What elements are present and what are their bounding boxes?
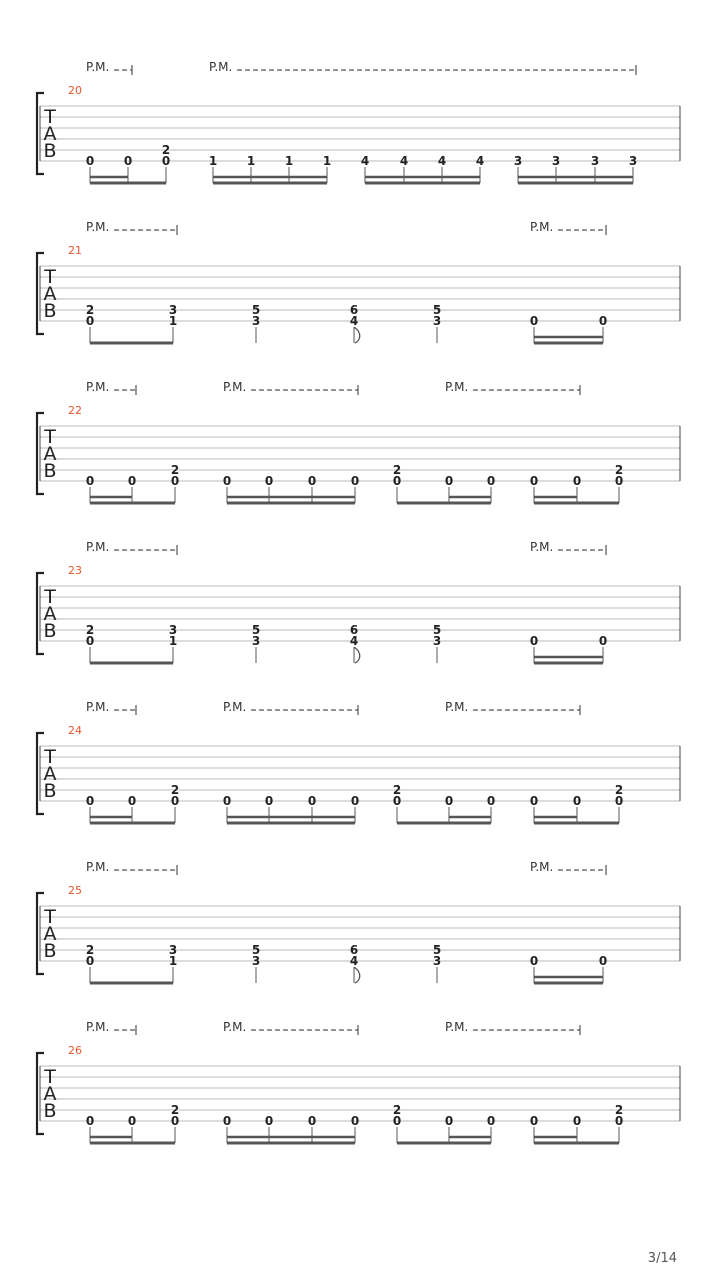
fret-number: 0 bbox=[350, 474, 360, 488]
fret-number: 4 bbox=[437, 154, 447, 168]
tab-clef-letter: B bbox=[43, 940, 57, 962]
measure-number: 21 bbox=[68, 244, 82, 257]
measure-number: 23 bbox=[68, 564, 82, 577]
fret-number: 2 bbox=[614, 783, 624, 797]
tab-clef-letter: T bbox=[44, 1066, 56, 1088]
tab-clef-letter: B bbox=[43, 620, 57, 642]
fret-number: 3 bbox=[251, 634, 261, 648]
tab-system-26 bbox=[37, 1020, 680, 1143]
fret-number: 3 bbox=[432, 954, 442, 968]
fret-number: 0 bbox=[392, 474, 402, 488]
tab-clef-letter: A bbox=[43, 283, 57, 305]
fret-number: 0 bbox=[529, 634, 539, 648]
tab-clef-letter: B bbox=[43, 460, 57, 482]
fret-number: 1 bbox=[284, 154, 294, 168]
fret-number: 4 bbox=[399, 154, 409, 168]
fret-number: 0 bbox=[572, 794, 582, 808]
fret-number: 6 bbox=[349, 623, 359, 637]
fret-number: 5 bbox=[251, 943, 261, 957]
tab-clef-letter: B bbox=[43, 780, 57, 802]
fret-number: 5 bbox=[432, 303, 442, 317]
fret-number: 0 bbox=[123, 154, 133, 168]
fret-number: 3 bbox=[168, 943, 178, 957]
fret-number: 0 bbox=[127, 1114, 137, 1128]
fret-number: 0 bbox=[392, 1114, 402, 1128]
fret-number: 1 bbox=[208, 154, 218, 168]
tab-clef-letter: T bbox=[44, 586, 56, 608]
fret-number: 4 bbox=[349, 954, 359, 968]
palm-mute-label: P.M. bbox=[86, 60, 110, 74]
fret-number: 3 bbox=[628, 154, 638, 168]
fret-number: 0 bbox=[598, 314, 608, 328]
palm-mute-label: P.M. bbox=[530, 220, 554, 234]
fret-number: 5 bbox=[432, 943, 442, 957]
fret-number: 2 bbox=[85, 943, 95, 957]
fret-number: 3 bbox=[251, 314, 261, 328]
tab-system-20 bbox=[37, 60, 680, 183]
fret-number: 4 bbox=[349, 634, 359, 648]
fret-number: 3 bbox=[432, 634, 442, 648]
tab-clef-letter: A bbox=[43, 443, 57, 465]
fret-number: 2 bbox=[161, 143, 171, 157]
palm-mute-label: P.M. bbox=[86, 380, 110, 394]
tab-clef-letter: T bbox=[44, 746, 56, 768]
fret-number: 2 bbox=[392, 783, 402, 797]
fret-number: 0 bbox=[307, 1114, 317, 1128]
fret-number: 3 bbox=[168, 303, 178, 317]
fret-number: 0 bbox=[85, 314, 95, 328]
palm-mute-label: P.M. bbox=[209, 60, 233, 74]
fret-number: 0 bbox=[307, 474, 317, 488]
fret-number: 5 bbox=[251, 623, 261, 637]
fret-number: 4 bbox=[349, 314, 359, 328]
fret-number: 3 bbox=[513, 154, 523, 168]
fret-number: 3 bbox=[432, 314, 442, 328]
fret-number: 1 bbox=[322, 154, 332, 168]
fret-number: 0 bbox=[444, 474, 454, 488]
palm-mute-label: P.M. bbox=[223, 380, 247, 394]
measure-number: 22 bbox=[68, 404, 82, 417]
fret-number: 0 bbox=[572, 474, 582, 488]
fret-number: 0 bbox=[170, 794, 180, 808]
note-flag bbox=[354, 327, 360, 343]
fret-number: 0 bbox=[529, 794, 539, 808]
palm-mute-label: P.M. bbox=[223, 700, 247, 714]
fret-number: 6 bbox=[349, 303, 359, 317]
fret-number: 4 bbox=[475, 154, 485, 168]
note-flag bbox=[354, 967, 360, 983]
palm-mute-label: P.M. bbox=[86, 1020, 110, 1034]
fret-number: 3 bbox=[251, 954, 261, 968]
fret-number: 0 bbox=[614, 474, 624, 488]
palm-mute-label: P.M. bbox=[530, 540, 554, 554]
fret-number: 0 bbox=[85, 1114, 95, 1128]
fret-number: 0 bbox=[529, 314, 539, 328]
fret-number: 3 bbox=[551, 154, 561, 168]
fret-number: 0 bbox=[85, 474, 95, 488]
palm-mute-label: P.M. bbox=[445, 700, 469, 714]
palm-mute-label: P.M. bbox=[86, 220, 110, 234]
fret-number: 0 bbox=[392, 794, 402, 808]
tab-clef-letter: A bbox=[43, 763, 57, 785]
tab-clef-letter: T bbox=[44, 906, 56, 928]
fret-number: 0 bbox=[264, 1114, 274, 1128]
fret-number: 5 bbox=[432, 623, 442, 637]
fret-number: 2 bbox=[170, 783, 180, 797]
palm-mute-label: P.M. bbox=[530, 860, 554, 874]
fret-number: 0 bbox=[598, 634, 608, 648]
fret-number: 0 bbox=[161, 154, 171, 168]
fret-number: 0 bbox=[85, 634, 95, 648]
fret-number: 0 bbox=[444, 794, 454, 808]
tab-clef-letter: T bbox=[44, 266, 56, 288]
fret-number: 0 bbox=[486, 794, 496, 808]
fret-number: 0 bbox=[486, 1114, 496, 1128]
fret-number: 0 bbox=[350, 1114, 360, 1128]
fret-number: 2 bbox=[85, 303, 95, 317]
tab-clef-letter: T bbox=[44, 426, 56, 448]
fret-number: 2 bbox=[614, 1103, 624, 1117]
tab-clef-letter: A bbox=[43, 123, 57, 145]
fret-number: 0 bbox=[529, 474, 539, 488]
tab-clef-letter: B bbox=[43, 300, 57, 322]
fret-number: 1 bbox=[168, 954, 178, 968]
fret-number: 1 bbox=[168, 634, 178, 648]
fret-number: 0 bbox=[264, 474, 274, 488]
tab-clef-letter: A bbox=[43, 923, 57, 945]
fret-number: 0 bbox=[170, 1114, 180, 1128]
tab-system-21 bbox=[37, 220, 680, 343]
fret-number: 0 bbox=[486, 474, 496, 488]
tab-clef-letter: A bbox=[43, 1083, 57, 1105]
fret-number: 0 bbox=[444, 1114, 454, 1128]
fret-number: 0 bbox=[350, 794, 360, 808]
fret-number: 0 bbox=[529, 954, 539, 968]
measure-number: 24 bbox=[68, 724, 82, 737]
fret-number: 0 bbox=[614, 794, 624, 808]
fret-number: 0 bbox=[127, 474, 137, 488]
palm-mute-label: P.M. bbox=[445, 1020, 469, 1034]
measure-number: 26 bbox=[68, 1044, 82, 1057]
fret-number: 0 bbox=[307, 794, 317, 808]
palm-mute-label: P.M. bbox=[223, 1020, 247, 1034]
fret-number: 2 bbox=[170, 463, 180, 477]
fret-number: 0 bbox=[85, 154, 95, 168]
palm-mute-label: P.M. bbox=[86, 700, 110, 714]
fret-number: 0 bbox=[264, 794, 274, 808]
fret-number: 4 bbox=[360, 154, 370, 168]
fret-number: 0 bbox=[529, 1114, 539, 1128]
palm-mute-label: P.M. bbox=[86, 540, 110, 554]
fret-number: 2 bbox=[614, 463, 624, 477]
fret-number: 1 bbox=[246, 154, 256, 168]
fret-number: 0 bbox=[222, 794, 232, 808]
fret-number: 0 bbox=[85, 794, 95, 808]
tab-clef-letter: B bbox=[43, 1100, 57, 1122]
fret-number: 0 bbox=[572, 1114, 582, 1128]
page-number: 3/14 bbox=[647, 1251, 677, 1266]
palm-mute-label: P.M. bbox=[86, 860, 110, 874]
tab-system-24 bbox=[37, 700, 680, 823]
fret-number: 0 bbox=[222, 1114, 232, 1128]
fret-number: 2 bbox=[392, 1103, 402, 1117]
tab-system-23 bbox=[37, 540, 680, 663]
fret-number: 6 bbox=[349, 943, 359, 957]
fret-number: 0 bbox=[614, 1114, 624, 1128]
fret-number: 1 bbox=[168, 314, 178, 328]
measure-number: 25 bbox=[68, 884, 82, 897]
fret-number: 0 bbox=[170, 474, 180, 488]
tab-clef-letter: A bbox=[43, 603, 57, 625]
fret-number: 0 bbox=[598, 954, 608, 968]
fret-number: 0 bbox=[222, 474, 232, 488]
fret-number: 3 bbox=[168, 623, 178, 637]
fret-number: 2 bbox=[170, 1103, 180, 1117]
fret-number: 2 bbox=[85, 623, 95, 637]
fret-number: 0 bbox=[85, 954, 95, 968]
fret-number: 2 bbox=[392, 463, 402, 477]
tab-clef-letter: T bbox=[44, 106, 56, 128]
palm-mute-label: P.M. bbox=[445, 380, 469, 394]
tab-system-25 bbox=[37, 860, 680, 983]
note-flag bbox=[354, 647, 360, 663]
fret-number: 5 bbox=[251, 303, 261, 317]
tab-system-22 bbox=[37, 380, 680, 503]
fret-number: 3 bbox=[590, 154, 600, 168]
fret-number: 0 bbox=[127, 794, 137, 808]
measure-number: 20 bbox=[68, 84, 82, 97]
tab-clef-letter: B bbox=[43, 140, 57, 162]
